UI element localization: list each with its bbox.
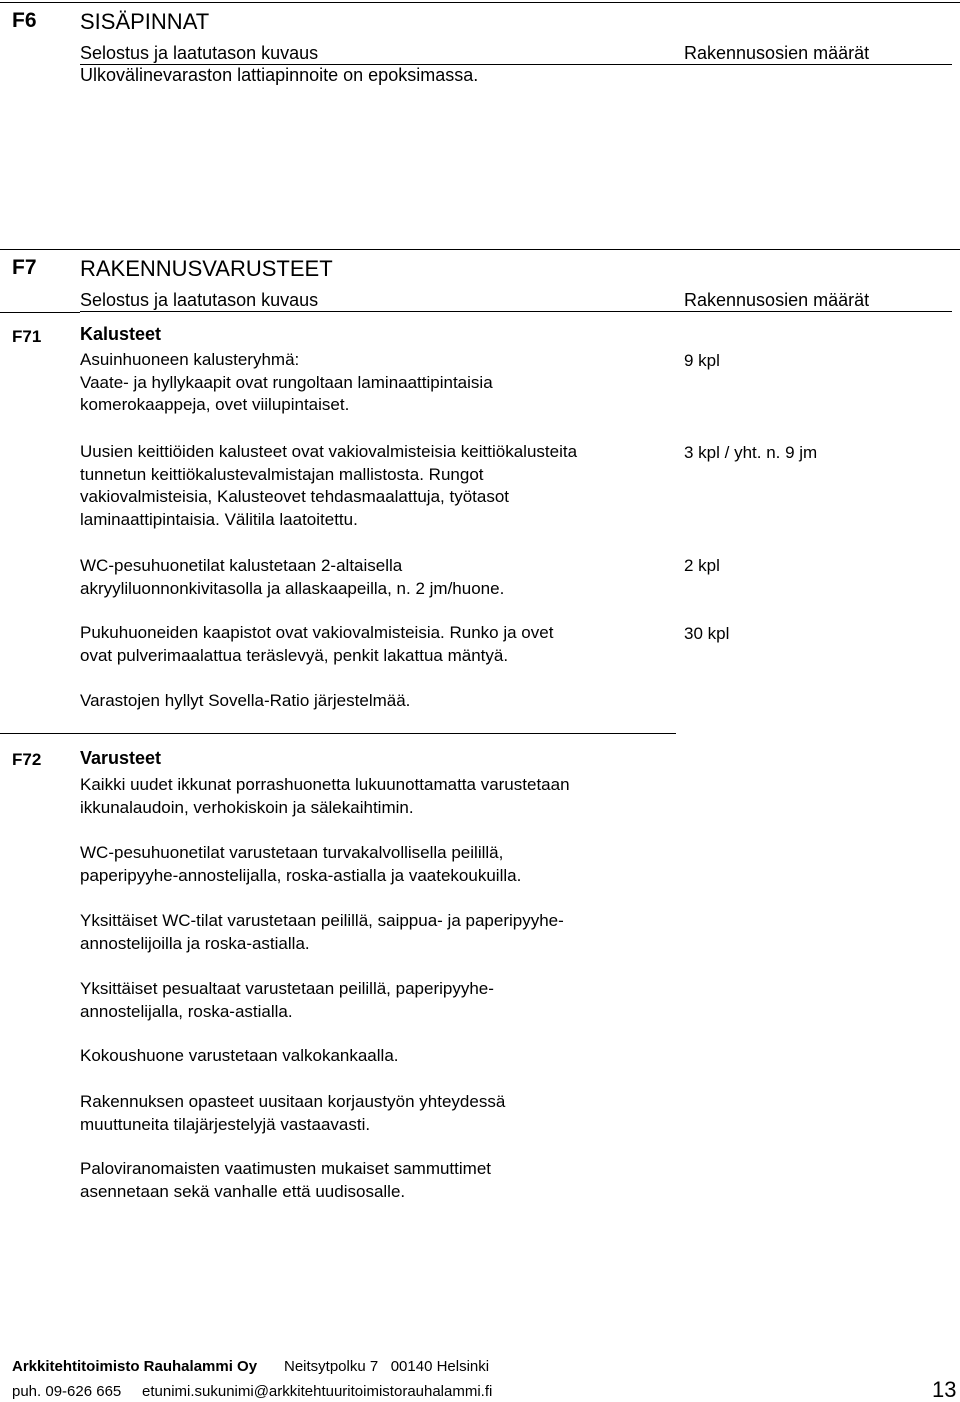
f7-header-rule (80, 311, 952, 312)
f72-top-rule (0, 733, 676, 734)
f71-item-3-line-2: akryyliluonnonkivitasolla ja allaskaapeilla, n. 2 jm/huone. (80, 578, 505, 598)
f6-code: F6 (12, 9, 37, 32)
f71-item-1 (80, 349, 680, 417)
footer-email: etunimi.sukunimi@arkkitehtuuritoimistorauhalammi.fi (142, 1383, 493, 1400)
f72-paragraph-2-line-2: paperipyyhe-annostelijalla, roska-astialla ja vaatekoukuilla. (80, 865, 522, 885)
f71-item-2-line-2: tunnetun keittiökalustevalmistajan mallistosta. Rungot (80, 464, 484, 484)
f71-item-1-quantity: 9 kpl (684, 351, 720, 370)
footer-company: Arkkitehtitoimisto Rauhalammi Oy (12, 1358, 258, 1375)
f7-subheader-right: Rakennusosien määrät (684, 290, 870, 310)
f72-paragraph-4-line-1: Yksittäiset pesualtaat varustetaan peilillä, paperipyyhe- (80, 979, 494, 998)
f72-paragraph-5 (80, 1045, 680, 1068)
f72-paragraph-2-line-1: WC-pesuhuonetilat varustetaan turvakalvollisella peilillä, (80, 843, 504, 862)
f71-item-2-quantity: 3 kpl / yht. n. 9 jm (684, 443, 818, 462)
f6-subheader-right: Rakennusosien määrät (684, 43, 870, 63)
f71-item-1-line-1: Asuinhuoneen kalusteryhmä: (80, 350, 300, 369)
f71-item-5 (80, 690, 680, 713)
f71-item-2-line-1: Uusien keittiöiden kalusteet ovat vakiovalmisteisia keittiökalusteita (80, 442, 578, 461)
f71-top-rule (0, 312, 80, 313)
f72-code: F72 (12, 750, 42, 769)
f71-item-2 (80, 441, 680, 531)
f72-paragraph-4-line-2: annostelijalla, roska-astialla. (80, 1001, 293, 1021)
f72-paragraph-1 (80, 774, 680, 819)
f7-code: F7 (12, 256, 37, 279)
f71-item-4-line-1: Pukuhuoneiden kaapistot ovat vakiovalmisteisia. Runko ja ovet (80, 623, 554, 642)
f72-paragraph-6 (80, 1091, 680, 1136)
f72-paragraph-5-line-1: Kokoushuone varustetaan valkokankaalla. (80, 1046, 399, 1065)
f72-paragraph-2 (80, 842, 680, 887)
f6-text: Ulkovälinevaraston lattiapinnoite on epoksimassa. (80, 65, 479, 85)
f72-paragraph-1-line-1: Kaikki uudet ikkunat porrashuonetta lukuunottamatta varustetaan (80, 775, 570, 794)
f72-paragraph-6-line-1: Rakennuksen opasteet uusitaan korjaustyön yhteydessä (80, 1092, 506, 1111)
f72-paragraph-3-line-2: annostelijoilla ja roska-astialla. (80, 933, 310, 953)
f7-title: RAKENNUSVARUSTEET (80, 256, 333, 281)
f72-heading: Varusteet (80, 748, 162, 768)
f6-subheader-left: Selostus ja laatutason kuvaus (80, 43, 319, 63)
f6-title: SISÄPINNAT (80, 9, 210, 34)
f71-code: F71 (12, 327, 42, 346)
f72-paragraph-7 (80, 1158, 680, 1203)
footer-address: Neitsytpolku 7 00140 Helsinki (284, 1358, 490, 1375)
f72-paragraph-6-line-2: muuttuneita tilajärjestelyjä vastaavasti. (80, 1114, 371, 1134)
f71-item-3 (80, 555, 680, 600)
f72-paragraph-7-line-2: asennetaan sekä vanhalle että uudisosalle. (80, 1181, 406, 1201)
f71-item-4-line-2: ovat pulverimaalattua teräslevyä, penkit lakattua mäntyä. (80, 645, 509, 665)
f72-paragraph-3-line-1: Yksittäiset WC-tilat varustetaan peilillä, saippua- ja paperipyyhe- (80, 911, 564, 930)
f71-item-3-quantity: 2 kpl (684, 556, 720, 575)
page-number: 13 (932, 1377, 957, 1402)
f71-item-2-line-3: vakiovalmisteisia, Kalusteovet tehdasmaalattuja, työtasot (80, 487, 510, 506)
f71-item-1-line-3: komerokaappeja, ovet viilupintaiset. (80, 395, 350, 414)
f71-item-4 (80, 622, 680, 667)
f71-item-3-line-1: WC-pesuhuonetilat kalustetaan 2-altaisella (80, 556, 403, 575)
f71-item-2-line-4: laminaattipintaisia. Välitila laatoitettu. (80, 509, 358, 529)
f71-item-5-line-1: Varastojen hyllyt Sovella-Ratio järjestelmää. (80, 691, 411, 710)
footer-phone: puh. 09-626 665 (12, 1383, 122, 1400)
f71-heading: Kalusteet (80, 324, 162, 344)
f7-subheader-left: Selostus ja laatutason kuvaus (80, 290, 319, 310)
f6-top-rule (0, 2, 960, 3)
f7-top-rule (0, 249, 960, 250)
f71-item-4-quantity: 30 kpl (684, 624, 730, 643)
f72-paragraph-3 (80, 910, 680, 955)
f72-paragraph-1-line-2: ikkunalaudoin, verhokiskoin ja sälekaihtimin. (80, 797, 414, 817)
f72-paragraph-7-line-1: Paloviranomaisten vaatimusten mukaiset sammuttimet (80, 1159, 491, 1178)
f71-item-1-line-2: Vaate- ja hyllykaapit ovat rungoltaan laminaattipintaisia (80, 372, 493, 392)
f72-paragraph-4 (80, 978, 680, 1023)
